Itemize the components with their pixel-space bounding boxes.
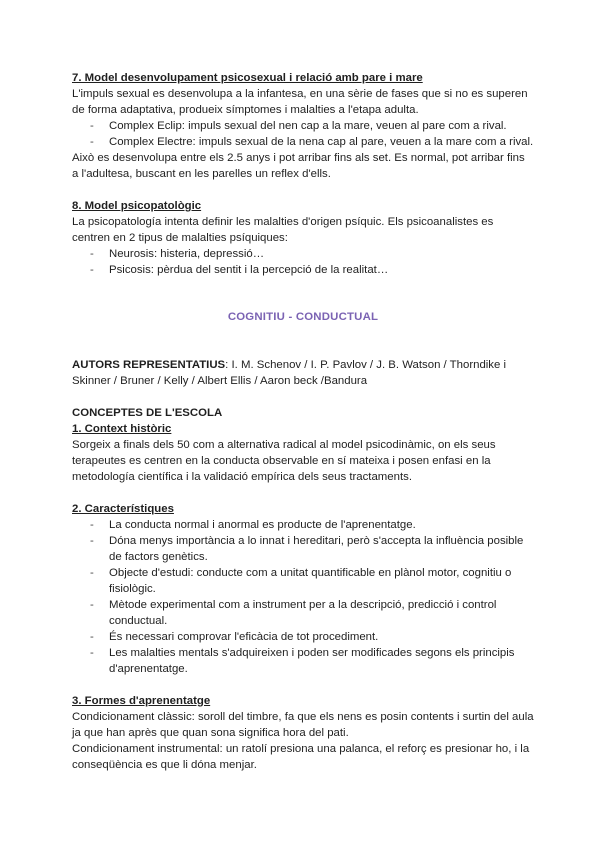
dash-bullet: - xyxy=(90,264,94,276)
dash-bullet: - xyxy=(90,630,94,643)
authors-text: : I. M. Schenov / I. P. Pavlov / J. B. Watson / Thorndike i Skinner / Bruner / Kelly / Albert Ellis / Aaron beck /Bandura xyxy=(72,358,507,387)
concept-2-list xyxy=(72,517,534,677)
authors-label: AUTORS REPRESENTATIUS xyxy=(72,358,226,371)
concepts-title: CONCEPTES DE L'ESCOLA xyxy=(72,406,223,419)
concept-1-text: Sorgeix a finals dels 50 com a alternativa radical al model psicodinàmic, on els seus terapeutes es centren en la conducta observable en sí mateixa i posen enfasi en la metodología científica i la validació empírica dels seus tractaments. xyxy=(72,438,496,483)
list-item: - Psicosis: pèrdua del sentit i la percepció de la realitat… xyxy=(90,264,389,276)
list-item: - Complex Eclip: impuls sexual del nen cap a la mare, veuen al pare com a rival. xyxy=(90,120,507,132)
dash-bullet: - xyxy=(90,518,94,531)
section-7-intro: L'impuls sexual es desenvolupa a la infantesa, en una sèrie de fases que si no es superen de forma adaptativa, produeix símptomes i malalties a l'etapa adulta. xyxy=(72,88,528,116)
concept-1-title: 1. Context històric xyxy=(72,422,172,435)
list-item: - Les malalties mentals s'adquireixen i poden ser modificades segons els principis d'aprenentatge. xyxy=(90,646,515,675)
list-item: - Objecte d'estudi: conducte com a unitat quantificable en plànol motor, cognitiu o fisiològic. xyxy=(90,566,512,595)
concept-2-title: 2. Característiques xyxy=(72,502,174,515)
section-7-list xyxy=(72,118,534,150)
concept-3-title: 3. Formes d'aprenentatge xyxy=(72,694,211,707)
section-8-title: 8. Model psicopatològic xyxy=(72,200,202,212)
list-item: - Mètode experimental com a instrument per a la descripció, predicció i control conductual. xyxy=(90,598,497,627)
section-8-intro: La psicopatología intenta definir les malalties d'origen psíquic. Els psicoanalistes es centren en 2 tipus de malalties psíquiques: xyxy=(72,216,494,244)
dash-bullet: - xyxy=(90,120,94,132)
list-item: - Neurosis: histeria, depressió… xyxy=(90,248,265,260)
dash-bullet: - xyxy=(90,534,94,547)
list-item: - La conducta normal i anormal es producte de l'aprenentatge. xyxy=(90,518,416,531)
section-8-list xyxy=(72,246,534,278)
list-item: - Dóna menys importància a lo innat i hereditari, però s'accepta la influència posible de factors genètics. xyxy=(90,534,524,563)
dash-bullet: - xyxy=(90,566,94,579)
authors-line xyxy=(72,357,534,389)
document-page xyxy=(72,70,534,773)
list-item: - És necessari comprovar l'eficàcia de tot procediment. xyxy=(90,630,379,643)
school-title: COGNITIU - CONDUCTUAL xyxy=(227,311,379,324)
dash-bullet: - xyxy=(90,136,94,148)
list-item: - Complex Electre: impuls sexual de la nena cap al pare, veuen a la mare com a rival. xyxy=(90,136,534,148)
dash-bullet: - xyxy=(90,646,94,659)
concept-3-p1: Condicionament clàssic: soroll del timbre, fa que els nens es posin contents i surtin del aula ja que han après que quan sona significa hora del pati. xyxy=(72,710,534,739)
dash-bullet: - xyxy=(90,598,94,611)
section-7-outro: Això es desenvolupa entre els 2.5 anys i pot arribar fins als set. Es normal, pot arribar fins a l'adultesa, buscant en les parelles un reflex d'ells. xyxy=(72,152,525,180)
dash-bullet: - xyxy=(90,248,94,260)
section-7-title: 7. Model desenvolupament psicosexual i relació amb pare i mare xyxy=(72,72,423,84)
concept-3-p2: Condicionament instrumental: un ratolí presiona una palanca, el reforç es presionar ho, i la conseqüència es que li dóna menjar. xyxy=(72,742,530,771)
